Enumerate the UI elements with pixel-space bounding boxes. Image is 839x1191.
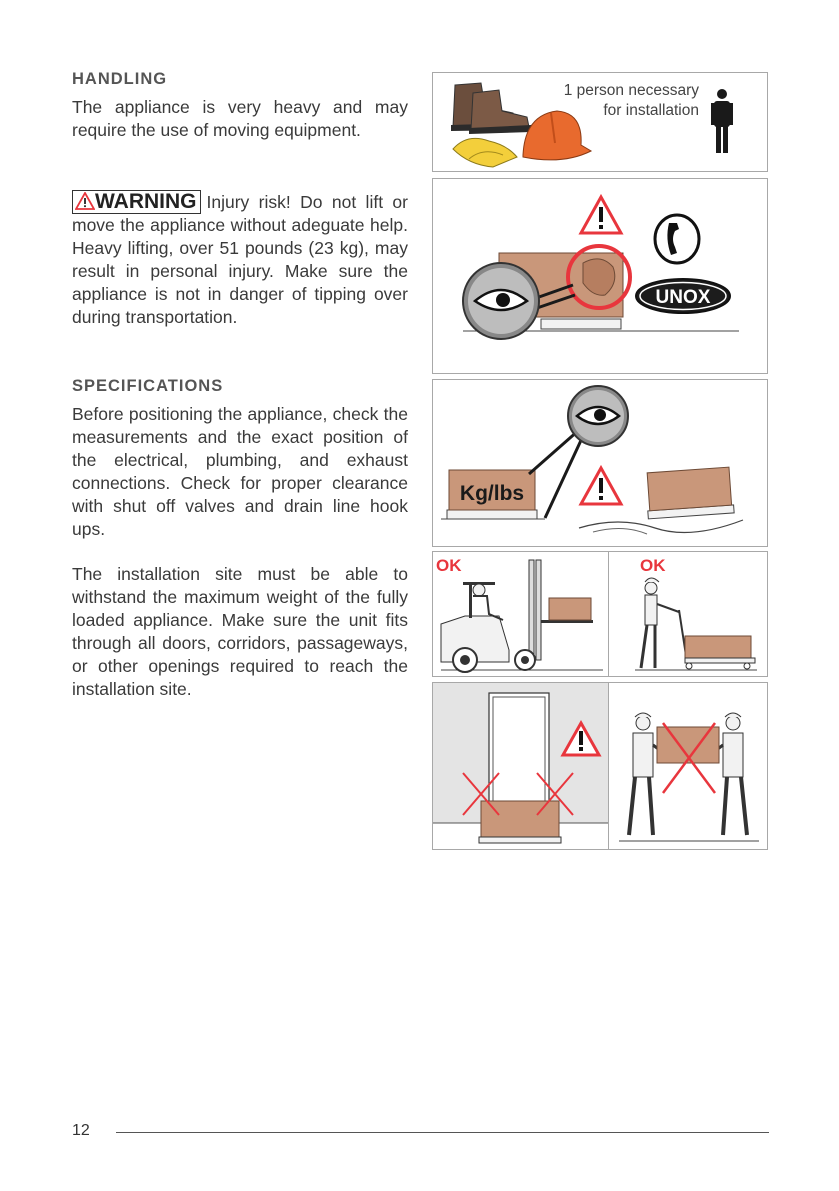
safety-boots-icon [451,83,531,134]
ok-label-forklift: OK [436,556,462,575]
specifications-text-1: Before positioning the appliance, check the measurements and the exact position of the electrical, plumbing, and exhaust connections. Check for proper clearance with shut off valves and drain line hook ups. [72,404,408,539]
warning-triangle-icon [75,192,95,210]
handling-text: The appliance is very heavy and may require the use of moving equipment. [72,97,408,140]
footer-rule [116,1132,769,1133]
specifications-heading: SPECIFICATIONS [72,377,224,395]
work-gloves-icon [453,138,517,167]
install-note-line1: 1 person necessary [563,82,699,99]
forklift-ok-panel [432,551,610,677]
manual-lift-panel [608,682,768,850]
specifications-text-2: The installation site must be able to withstand the maximum weight of the fully loaded appliance. Make sure the unit fits through all doors, corridors, passageways, or other openings required to reach the installation site. [72,564,408,699]
install-note-line2: for installation [603,102,699,119]
hard-hat-icon [523,111,591,160]
door-clearance-panel [432,682,610,850]
handling-heading: HANDLING [72,70,168,88]
unox-logo [636,279,730,313]
eye-icon [568,386,628,446]
eye-icon [463,263,539,339]
weight-label: Kg/lbs [459,482,525,505]
warning-triangle-icon [581,197,621,233]
warning-triangle-icon [581,468,621,504]
warning-badge [72,190,201,214]
brand-name: UNOX [655,287,711,308]
pallet-jack-icon [635,578,757,670]
phone-icon [655,215,699,263]
forklift-icon [441,560,603,672]
person-icon [711,89,733,153]
ppe-panel [432,72,768,172]
warning-text: Injury risk! Do not lift or move the appliance without adeguate help. Heavy lifting, over 51 pounds (23 kg), may result in personal injury. Make sure the appliance is not in danger of tipping over during transportation. [72,192,408,327]
page-number: 12 [72,1122,90,1139]
pallet-jack-ok-panel [608,551,768,677]
warning-label: WARNING [95,190,197,213]
warning-paragraph [72,190,408,329]
ok-label-pallet-jack: OK [640,556,666,575]
inspect-damage-panel [432,178,768,374]
weight-check-panel [432,379,768,547]
warning-triangle-icon [563,723,599,755]
